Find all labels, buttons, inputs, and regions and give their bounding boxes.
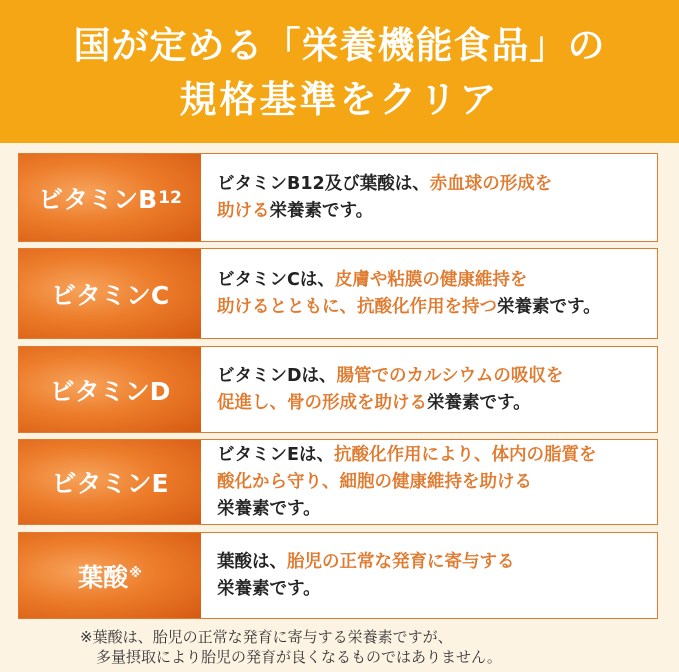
nutrient-name: ビタミンC <box>50 280 170 310</box>
header-title-line1: 国が定める「栄養機能食品」の <box>73 24 606 67</box>
nutrient-description <box>201 154 657 241</box>
body-text: 葉酸は、 <box>217 551 287 572</box>
highlight-text: 抗酸化作用により、体内の脂質を <box>333 444 597 465</box>
description-line <box>217 576 657 603</box>
body-text: ビタミンB12及び葉酸は、 <box>217 173 430 194</box>
nutrient-row-vitamin-d <box>18 346 658 433</box>
footnote <box>80 627 502 667</box>
nutrient-label <box>19 347 201 432</box>
nutrient-row-vitamin-c <box>18 248 658 339</box>
nutrient-label <box>19 249 201 338</box>
nutrient-description <box>201 440 657 524</box>
nutrient-label <box>19 154 201 241</box>
highlight-text: 促進し、骨の形成を助ける <box>217 392 427 413</box>
highlight-text: 赤血球の形成を <box>429 173 553 194</box>
description-line <box>217 442 657 469</box>
highlight-text: 腸管でのカルシウムの吸収を <box>336 365 564 386</box>
highlight-text: 助けるとともに、抗酸化作用を持つ <box>217 296 497 317</box>
description-line <box>217 267 657 294</box>
nutrient-name: ビタミンB <box>38 184 158 214</box>
body-text: ビタミンCは、 <box>217 269 335 290</box>
body-text: 栄養素です。 <box>217 498 321 519</box>
description-line <box>217 171 657 198</box>
body-text: 栄養素です。 <box>427 392 531 413</box>
nutrient-description <box>201 249 657 338</box>
description-line <box>217 294 657 321</box>
body-text: ビタミンDは、 <box>217 365 337 386</box>
nutrient-label <box>19 440 201 524</box>
nutrient-description <box>201 347 657 432</box>
highlight-text: 皮膚や粘膜の健康維持を <box>334 269 528 290</box>
header-title-line2: 規格基準をクリア <box>179 78 500 121</box>
highlight-text: 胎児の正常な発育に寄与する <box>287 551 515 572</box>
footnote-line2: 多量摂取により胎児の発育が良くなるものではありません。 <box>96 648 502 666</box>
description-line <box>217 496 657 523</box>
description-line <box>217 549 657 576</box>
nutrient-name: 葉酸 <box>78 562 129 592</box>
body-text: 栄養素です。 <box>217 578 321 599</box>
nutrient-name-subscript: 12 <box>158 187 182 208</box>
description-line <box>217 390 657 417</box>
description-line <box>217 198 657 225</box>
nutrient-description <box>201 533 657 618</box>
description-line <box>217 469 657 496</box>
body-text: ビタミンEは、 <box>217 444 334 465</box>
nutrient-name: ビタミンD <box>49 376 171 406</box>
nutrient-label <box>19 533 201 618</box>
highlight-text: 酸化から守り、細胞の健康維持を助ける <box>217 471 532 492</box>
footnote-line1: ※葉酸は、胎児の正常な発育に寄与する栄養素ですが、 <box>80 628 453 646</box>
nutrient-name: ビタミンE <box>51 469 169 498</box>
nutrient-row-folic-acid <box>18 532 658 619</box>
description-line <box>217 363 657 390</box>
highlight-text: 助ける <box>217 200 270 221</box>
nutrient-row-vitamin-b12 <box>18 153 658 242</box>
body-text: 栄養素です。 <box>497 296 601 317</box>
nutrient-row-vitamin-e <box>18 439 658 525</box>
header-banner <box>0 0 679 143</box>
nutrient-name-note-mark: ※ <box>129 566 142 581</box>
body-text: 栄養素です。 <box>269 200 374 221</box>
